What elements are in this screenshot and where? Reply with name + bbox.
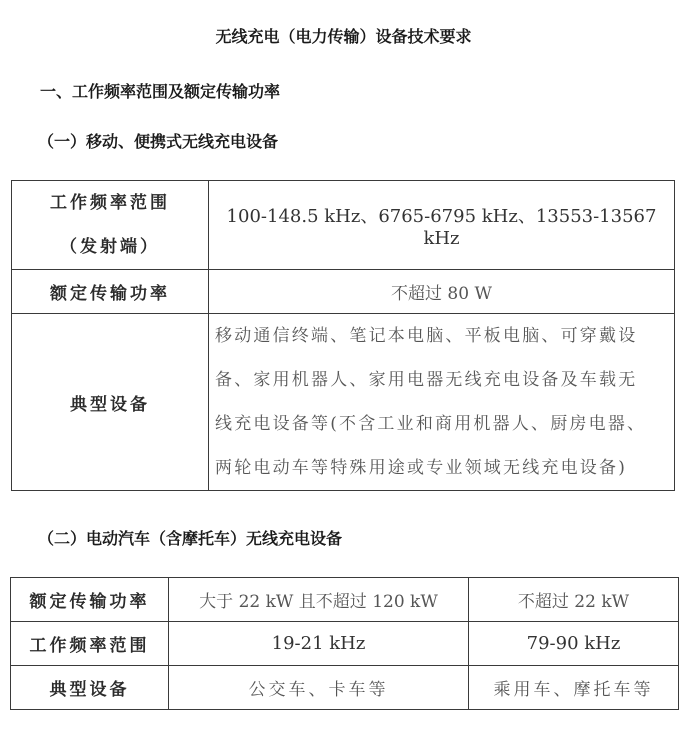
value-cell: 公交车、卡车等 <box>169 666 469 710</box>
table-row <box>12 270 675 314</box>
frequency-value-cell: 100-148.5 kHz、6765-6795 kHz、13553-13567 kHz <box>209 181 675 270</box>
label-cell <box>12 181 209 270</box>
ev-spec-table <box>10 577 679 710</box>
value-cell: 不超过 22 kW <box>469 578 679 622</box>
value-cell: 19-21 kHz <box>169 622 469 666</box>
text-line: 线充电设备等(不含工业和商用机器人、厨房电器、 <box>215 414 647 434</box>
subsection-heading-mobile: （一）移动、便携式无线充电设备 <box>38 132 279 151</box>
table-row <box>11 578 679 622</box>
typical-devices-cell <box>209 314 675 491</box>
table-row <box>12 181 675 270</box>
section-heading-1: 一、工作频率范围及额定传输功率 <box>40 82 281 101</box>
mobile-device-spec-table <box>11 180 675 491</box>
label-line: （发射端） <box>60 237 160 257</box>
label-cell: 典型设备 <box>12 314 209 491</box>
label-line: 工作频率范围 <box>50 193 170 213</box>
value-cell: 大于 22 kW 且不超过 120 kW <box>169 578 469 622</box>
label-cell: 额定传输功率 <box>11 578 169 622</box>
power-value-cell: 不超过 80 W <box>209 270 675 314</box>
table-row <box>11 666 679 710</box>
value-cell: 79-90 kHz <box>469 622 679 666</box>
text-line: 备、家用机器人、家用电器无线充电设备及车载无 <box>215 370 638 390</box>
text-line: 移动通信终端、笔记本电脑、平板电脑、可穿戴设 <box>215 326 638 346</box>
text-line: 两轮电动车等特殊用途或专业领域无线充电设备) <box>215 458 628 478</box>
subsection-heading-ev: （二）电动汽车（含摩托车）无线充电设备 <box>38 529 343 548</box>
table-row <box>12 314 675 491</box>
document-title: 无线充电（电力传输）设备技术要求 <box>215 27 472 46</box>
value-cell: 乘用车、摩托车等 <box>469 666 679 710</box>
label-cell: 工作频率范围 <box>11 622 169 666</box>
table-row <box>11 622 679 666</box>
label-cell: 额定传输功率 <box>12 270 209 314</box>
label-cell: 典型设备 <box>11 666 169 710</box>
